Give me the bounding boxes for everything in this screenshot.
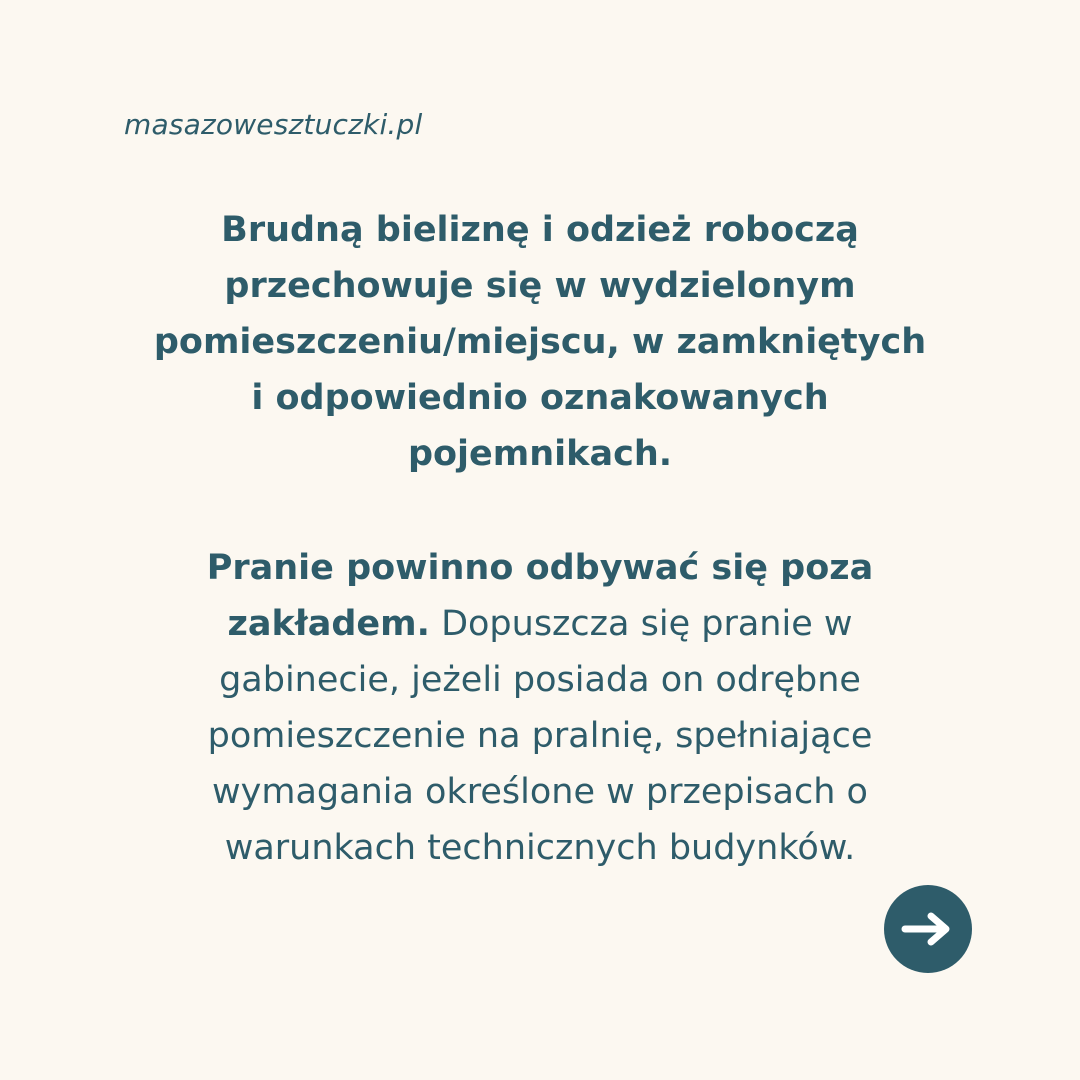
- body-line: [100, 596, 980, 652]
- body-text: [100, 540, 980, 876]
- headline-line: Brudną bieliznę i odzież roboczą: [221, 210, 859, 250]
- arrow-right-icon: [899, 909, 957, 949]
- body-regular-text: Dopuszcza się pranie w: [429, 604, 853, 644]
- body-line: warunkach technicznych budynków.: [224, 828, 856, 868]
- body-line: [100, 540, 980, 596]
- body-bold-text: Pranie powinno odbywać się poza: [206, 548, 874, 588]
- site-label: masazowesztuczki.pl: [124, 108, 423, 141]
- body-bold-text: zakładem.: [227, 604, 430, 644]
- body-line: pomieszczenie na pralnię, spełniające: [207, 716, 873, 756]
- body-line: wymagania określone w przepisach o: [212, 772, 868, 812]
- headline-line: pojemnikach.: [407, 434, 673, 474]
- body-line: gabinecie, jeżeli posiada on odrębne: [219, 660, 861, 700]
- next-button[interactable]: [884, 885, 972, 973]
- headline-line: pomieszczeniu/miejscu, w zamkniętych: [153, 322, 927, 362]
- headline-line: przechowuje się w wydzielonym: [224, 266, 856, 306]
- headline: [100, 202, 980, 482]
- headline-line: i odpowiednio oznakowanych: [251, 378, 829, 418]
